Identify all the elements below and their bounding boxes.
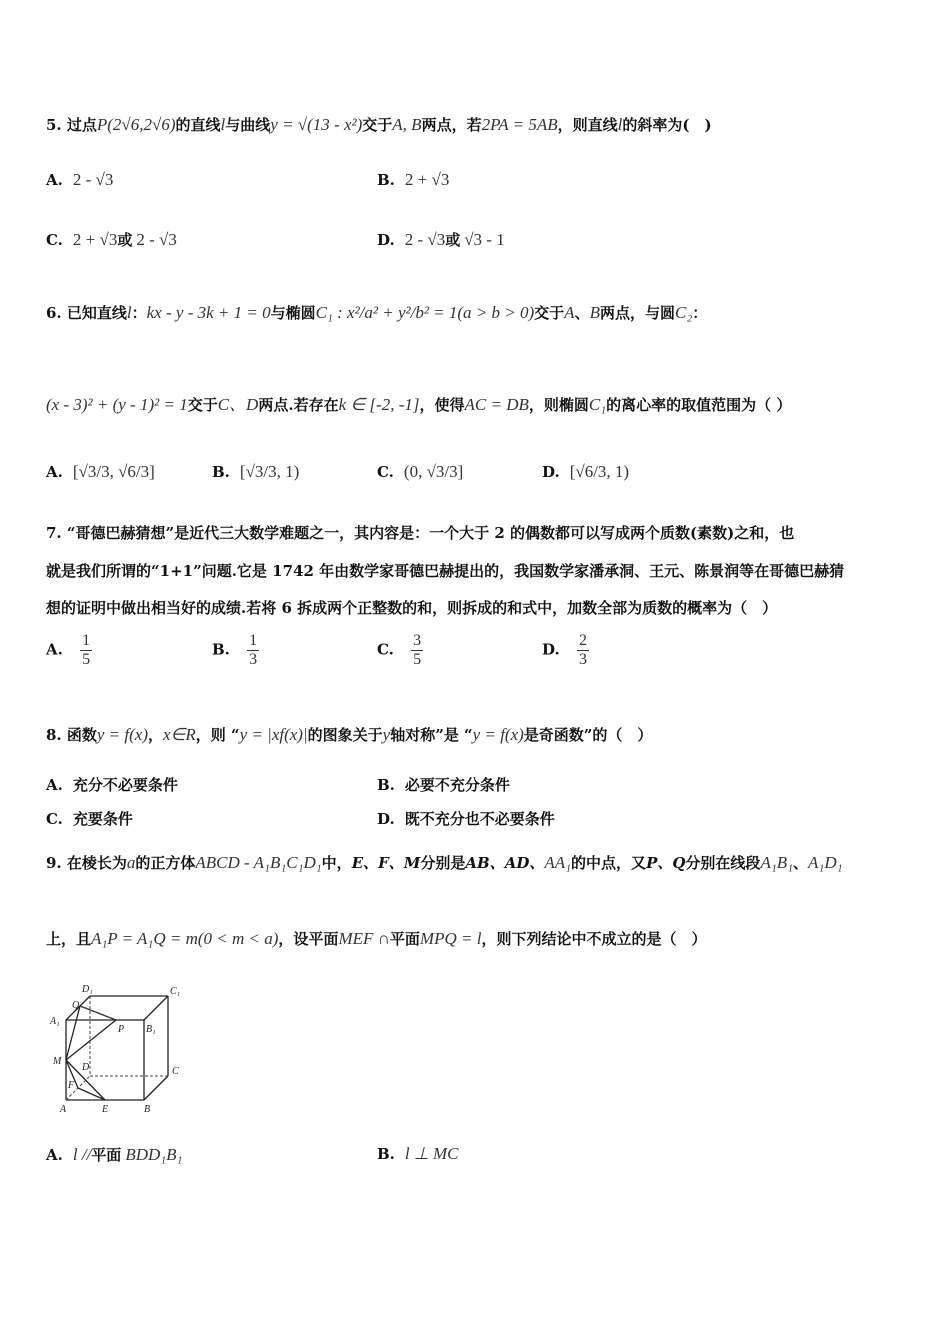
- q5-option-a[interactable]: A. 2 - √3: [46, 170, 114, 189]
- label-b1: B₁: [146, 1024, 156, 1035]
- q7-stem-line3: 想的证明中做出相当好的成绩.若将 6 拆成两个正整数的和，则拆成的和式中，加数全部为质数的概率为（ ）: [46, 599, 778, 617]
- edge-b1c1: [144, 996, 168, 1020]
- label-q: Q: [72, 1000, 80, 1011]
- q6-line-eq: kx - y - 3k + 1 = 0: [146, 303, 271, 322]
- q5-curve: y = √(13 - x²): [270, 115, 363, 134]
- q6-option-a[interactable]: A. [√3/3, √6/3]: [46, 462, 155, 481]
- label-c: C: [172, 1066, 179, 1077]
- label-d: D: [82, 1062, 90, 1073]
- q8-option-b[interactable]: B. 必要不充分条件: [377, 776, 510, 794]
- q5-stem: 5. 过点P(2√6,2√6)的直线l与曲线y = √(13 - x²)交于A, B两点，若2PA = 5AB，则直线l的斜率为( ): [46, 115, 712, 134]
- label-e: E: [102, 1104, 109, 1115]
- label-m: M: [53, 1056, 62, 1067]
- label-b: B: [144, 1104, 151, 1115]
- q7-option-a[interactable]: A. $\frac{1}{5}$: [46, 632, 91, 668]
- q6-circle: (x - 3)² + (y - 1)² = 1: [46, 395, 188, 414]
- q8-stem: 8. 函数y = f(x)，x∈R，则 “y = |xf(x)|的图象关于y轴对称”是 “y = f(x)是奇函数”的（ ）: [46, 725, 653, 744]
- q8-option-c[interactable]: C. 充要条件: [46, 810, 133, 828]
- q8-option-d[interactable]: D. 既不充分也不必要条件: [377, 810, 555, 828]
- q7-option-b[interactable]: B. $\frac{1}{3}$: [212, 632, 258, 668]
- q6-stem-line2: (x - 3)² + (y - 1)² = 1交于C、D两点.若存在k ∈ [-2, -1]，使得AC = DB，则椭圆C₁的离心率的取值范围为（ ）: [46, 395, 792, 414]
- q6-stem-line1: 6. 已知直线l：kx - y - 3k + 1 = 0与椭圆C₁ : x²/a² + y²/b² = 1(a > b > 0)交于A、B两点，与圆C₂：: [46, 303, 708, 322]
- label-f: F: [68, 1080, 75, 1091]
- cube-figure: [48, 980, 198, 1115]
- q5-option-c[interactable]: C. 2 + √3或 2 - √3: [46, 230, 177, 249]
- q5-option-d[interactable]: D. 2 - √3或 √3 - 1: [377, 230, 505, 249]
- q6-option-b[interactable]: B. [√3/3, 1): [212, 462, 300, 481]
- q6-option-d[interactable]: D. [√6/3, 1): [542, 462, 630, 481]
- q9-option-a[interactable]: A. l //平面 BDD₁B₁: [46, 1145, 183, 1164]
- line-mq: [66, 1006, 80, 1060]
- label-d1: D₁: [82, 984, 93, 995]
- label-c1: C₁: [170, 986, 181, 997]
- q6-ellipse: C₁ : x²/a² + y²/b² = 1(a > b > 0): [315, 303, 535, 322]
- label-a1: A₁: [50, 1016, 60, 1027]
- q7-option-c[interactable]: C. $\frac{3}{5}$: [377, 632, 422, 668]
- q9-stem-line2: 上，且A₁P = A₁Q = m(0 < m < a)，设平面MEF ∩平面MPQ = l，则下列结论中不成立的是（ ）: [46, 929, 707, 948]
- line-mp: [66, 1020, 116, 1060]
- label-a: A: [60, 1104, 67, 1115]
- line-fe: [78, 1088, 105, 1100]
- label-p: P: [118, 1024, 125, 1035]
- q9-option-b[interactable]: B. l ⊥ MC: [377, 1144, 459, 1163]
- q9-stem-line1: 9. 在棱长为a的正方体ABCD - A₁B₁C₁D₁中，E、F、M分别是AB、AD、AA₁的中点，又P、Q分别在线段A₁B₁、A₁D₁: [46, 853, 843, 872]
- q5-point: P(2√6,2√6): [96, 115, 176, 134]
- q7-stem-line1: 7. “哥德巴赫猜想”是近代三大数学难题之一，其内容是：一个大于 2 的偶数都可以写成两个质数(素数)之和，也: [46, 524, 795, 542]
- q8-option-a[interactable]: A. 充分不必要条件: [46, 776, 178, 794]
- q5-option-b[interactable]: B. 2 + √3: [377, 170, 450, 189]
- edge-bc: [144, 1076, 168, 1100]
- q7-option-d[interactable]: D. $\frac{2}{3}$: [542, 632, 587, 668]
- q6-option-c[interactable]: C. (0, √3/3]: [377, 462, 464, 481]
- q7-stem-line2: 就是我们所谓的“1+1”问题.它是 1742 年由数学家哥德巴赫提出的，我国数学家潘承洞、王元、陈景润等在哥德巴赫猜: [46, 562, 845, 580]
